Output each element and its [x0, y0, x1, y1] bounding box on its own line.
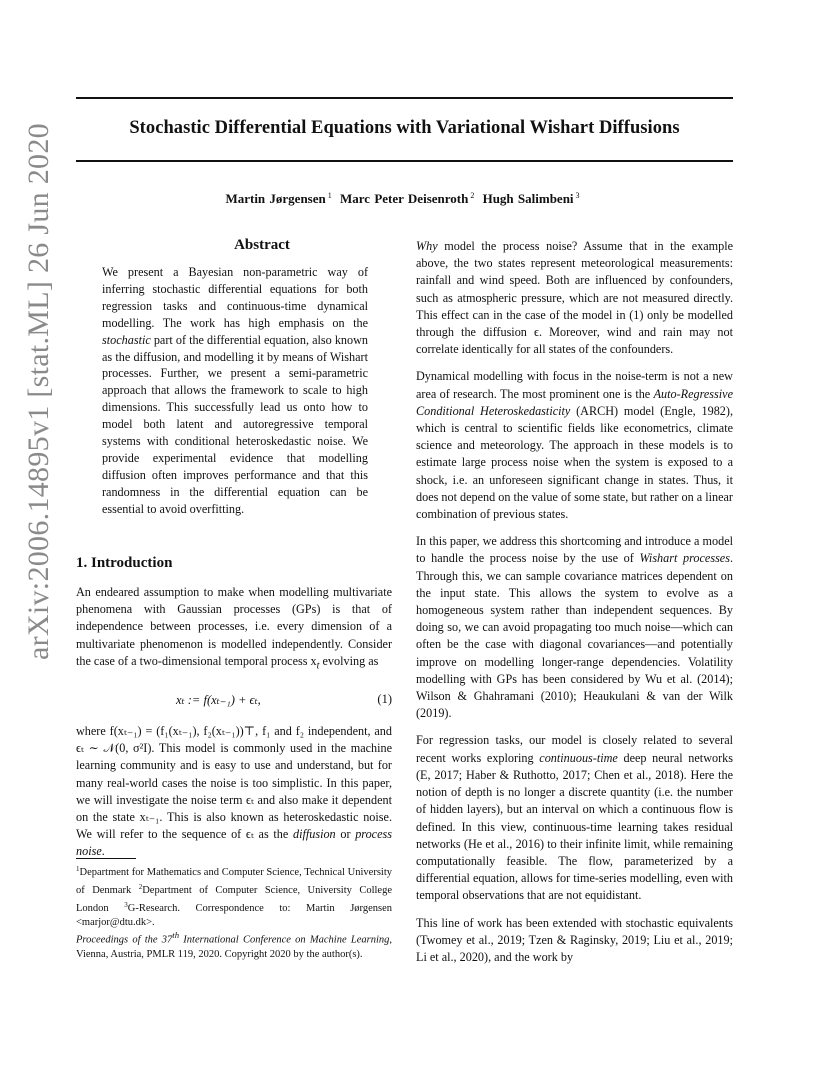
emphasis: process noise — [76, 827, 392, 859]
footnote-rule — [76, 858, 136, 859]
introduction-paragraph — [76, 723, 392, 861]
introduction-paragraph — [76, 584, 392, 674]
author-affiliation-mark: 3 — [575, 191, 580, 200]
author-name: Martin Jørgensen — [225, 191, 326, 206]
body-paragraph — [416, 238, 733, 358]
equation-body: xₜ := f(xₜ₋₁) + ϵₜ, — [176, 693, 261, 707]
superscript: th — [172, 930, 180, 940]
proceedings-text: , Vienna, Austria, PMLR 119, 2020. Copyright 2020 by the author(s). — [76, 934, 392, 960]
paragraph-text: or — [335, 827, 356, 842]
paragraph-text: deep neural networks (E, 2017; Haber & Ruthotto, 2017; Chen et al., 2018). Here the notion of depth is no longer a discrete quantity (i.e. the number of hidden layers), but an interval on which a continuous flow is defined. In this view, continuous-time learning takes residual networks (He et al., 2016) to their infinite limit, while remaining computationally feasible. The flow, parameterized by a differential equation, allows for time-series modelling, even with temporal observations that are not equidistant. — [416, 750, 733, 903]
title-bottom-rule — [76, 160, 733, 162]
abstract-text: We present a Bayesian non-parametric way of inferring stochastic differential equations for both regression tasks and continuous-time dynamical modelling. The work has high emphasis on the — [102, 265, 368, 330]
author-list — [76, 191, 733, 207]
author-name: Marc Peter Deisenroth — [340, 191, 469, 206]
footnote-text: Department for Mathematics and Computer Science, Technical University of Denmark — [76, 867, 392, 896]
paragraph-text: . — [101, 844, 105, 859]
subscript: t — [316, 660, 320, 672]
affiliation-footnote: $^1$Department for Mathematics and Computer Science, Technical University of Denmark $^2$Department of Computer Science, University College London $^3$G-Research. Correspondence to: Martin Jørgensen <marjor@dtu.dk>. — [76, 865, 392, 928]
equation-number: (1) — [377, 692, 392, 706]
author-affiliation-mark: 1 — [327, 191, 332, 200]
introduction-heading: 1. Introduction — [76, 555, 173, 571]
footnote-text: Department of Computer Science, University College London — [76, 885, 392, 914]
right-column — [416, 238, 733, 976]
body-paragraph — [416, 368, 733, 523]
paper-title: Stochastic Differential Equations with Variational Wishart Diffusions — [129, 118, 680, 138]
paragraph-text: model the process noise? Assume that in the example above, the two states represent meteorological measurements: rainfall and wind speed. Both are influenced by confounders, such as atmospheric pressure, which are not measured directly. This effect can in the case of the model in (1) only be modelled through the diffusion ϵ. Moreover, wind and rain may not correlate identically for all states of the confounders. — [416, 239, 733, 357]
paragraph-text: An endeared assumption to make when modelling multivariate phenomena with Gaussian processes (GPs) is that of independence between processes, i.e. every dimension of a multivariate phenomenon is modelled independently. Consider the case of a two-dimensional temporal process x — [76, 585, 392, 668]
body-paragraph — [416, 533, 733, 722]
abstract-heading: Abstract — [234, 237, 290, 253]
abstract-body — [102, 264, 368, 518]
paragraph-text: For regression tasks, our model is closely related to several recent works exploring — [416, 733, 733, 765]
author-name: Hugh Salimbeni — [482, 191, 574, 206]
emphasis: Why — [416, 239, 438, 253]
proceedings-note — [76, 928, 392, 962]
paragraph-text: . Through this, we can sample covariance matrices dependent on the input state. This allows the system to evolve as a homogeneous system rather than independent sequences. By doing so, we can avoid propagating too much noise—which can often be the case with diagonal covariances—and potentially improve on modelling longer-range dependencies. Volatility modelling with GPs has been considered by Wu et al. (2014); Wilson & Ghahramani (2010); Heaukulani & van der Wilk (2019). — [416, 551, 734, 721]
body-paragraph — [416, 732, 733, 904]
proceedings-text: Proceedings of the 37 — [76, 934, 173, 946]
footnote-text: G-Research. Correspondence to: Martin Jørgensen <marjor@dtu.dk>. — [76, 903, 392, 928]
arxiv-identifier-text: arXiv:2006.14895v1 [stat.ML] 26 Jun 2020 — [22, 123, 55, 660]
author-affiliation-mark: 2 — [470, 191, 475, 200]
paragraph-text: In this paper, we address this shortcoming and introduce a model to handle the process noise by the use of — [416, 534, 733, 566]
title-top-rule — [76, 97, 733, 99]
paragraph-text: Dynamical modelling with focus in the noise-term is not a new area of research. The most prominent one is the — [416, 369, 733, 401]
proceedings-text: International Conference on Machine Learning — [179, 934, 390, 946]
body-paragraph: This line of work has been extended with stochastic equivalents (Twomey et al., 2019; Tzen & Raginsky, 2019; Liu et al., 2019; Li et al., 2020), and the work by — [416, 915, 733, 964]
paragraph-text: (ARCH) model (Engle, 1982), which is central to scientific fields like econometrics, climate science and meteorology. The approach in these models is to estimate large process noise when the system is exposed to a shock, i.e. an unforeseen significant change in states. Thus, it does not depend on the value of some state, but rather on a linear combination of previous states. — [416, 403, 733, 522]
abstract-emphasis: stochastic — [102, 332, 151, 347]
emphasis: continuous-time — [539, 750, 618, 765]
emphasis: diffusion — [292, 827, 336, 842]
abstract-text: part of the differential equation, also known as the diffusion, and modelling it by means of Wishart processes. Further, we present a semi-parametric approach that allows the framework to scale to high dimensions. This successfully lead us onto how to model both latent and autoregressive temporal systems with conditional heteroskedastic noise. We provide experimental evidence that modelling diffusion often improves performance and that this randomness in the differential equation can be essential to avoid overfitting. — [102, 332, 368, 516]
paragraph-text: where f(xₜ₋₁) = (f₁(xₜ₋₁), f₂(xₜ₋₁))⊤, f₁ and f₂ independent, and ϵₜ ∼ 𝒩(0, σ²I). This model is commonly used in the machine learning community and is easy to use and understand, but for many real-world cases the noise is too simplistic. In this paper, we will investigate the noise term ϵₜ and also make it dependent on the state xₜ₋₁. This is also known as heteroskedastic noise. We will refer to the sequence of ϵₜ as the — [76, 724, 392, 842]
paragraph-text: evolving as — [319, 653, 379, 668]
emphasis: Wishart processes — [639, 551, 730, 566]
emphasis: Auto-Regressive Conditional Heteroskedasticity — [416, 386, 733, 418]
